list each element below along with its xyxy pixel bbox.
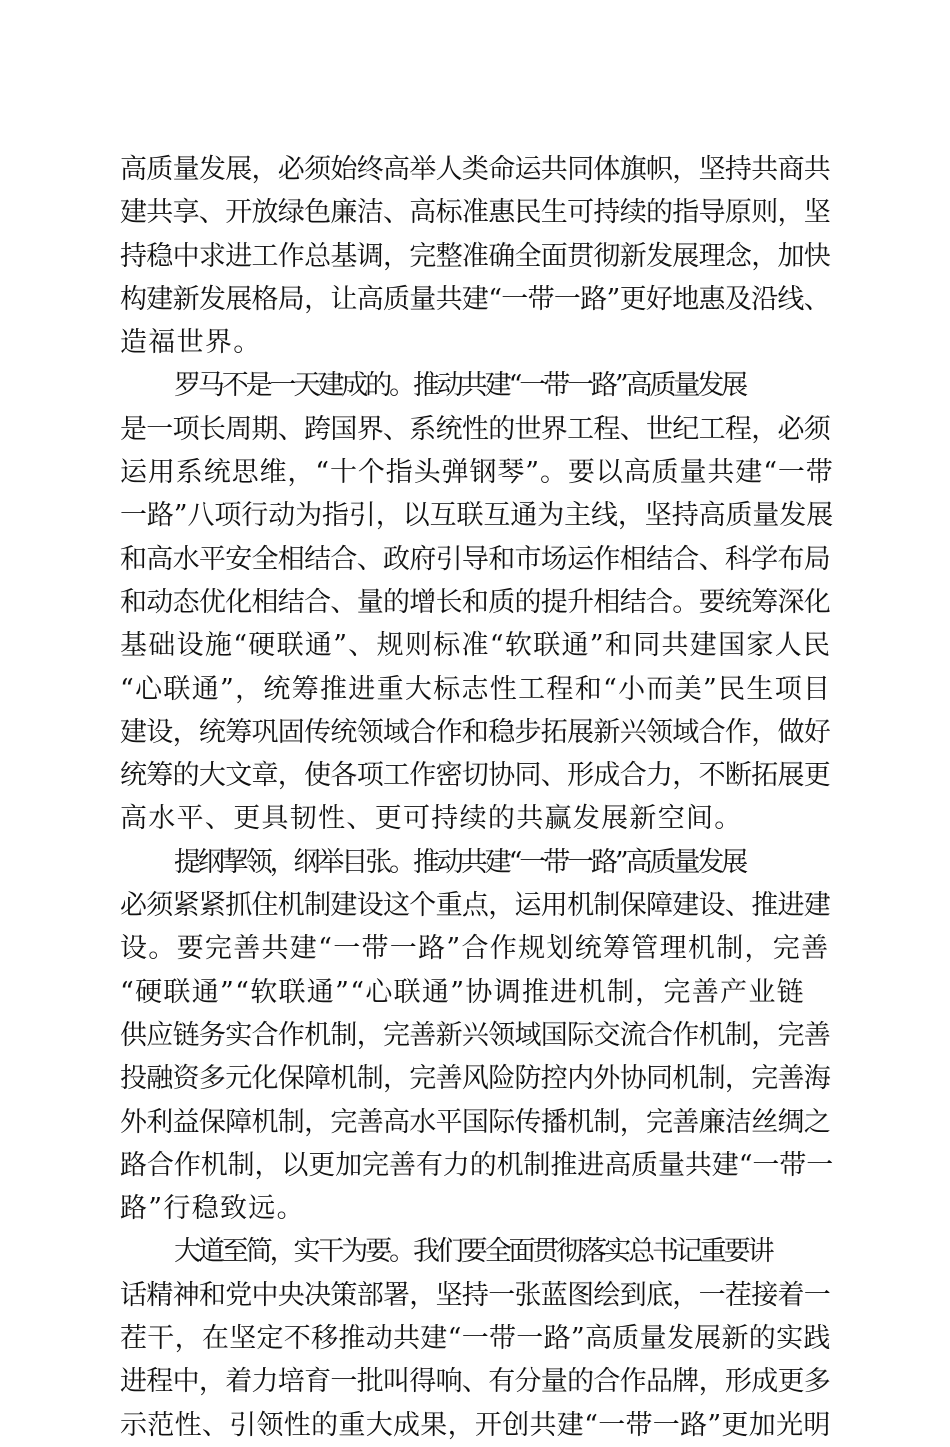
text-line: 路合作机制，以更加完善有力的机制推进高质量共建“一带一 — [120, 1149, 834, 1181]
text-line: 构建新发展格局，让高质量共建“一带一路”更好地惠及沿线、 — [120, 283, 831, 315]
text-line: 高质量发展，必须始终高举人类命运共同体旗帜，坚持共商共 — [120, 154, 831, 185]
text-line: 基础设施“硬联通”、规则标准“软联通”和同共建国家人民 — [120, 630, 832, 662]
text-line: 持稳中求进工作总基调，完整准确全面贯彻新发展理念，加快 — [120, 240, 831, 272]
text-line: 和动态优化相结合、量的增长和质的提升相结合。要统筹深化 — [120, 586, 831, 618]
text-line: 高水平、更具韧性、更可持续的共赢发展新空间。 — [120, 803, 743, 835]
text-line: 路”行稳致远。 — [120, 1193, 305, 1225]
text-line: 和高水平安全相结合、政府引导和市场运作相结合、科学布局 — [120, 543, 831, 575]
text-line: 外利益保障机制，完善高水平国际传播机制，完善廉洁丝绸之 — [120, 1106, 831, 1138]
text-line: 提纲挈领，纲举目张。推动共建“一带一路”高质量发展 — [174, 846, 746, 878]
text-line: 统筹的大文章，使各项工作密切协同、形成合力，不断拓展更 — [120, 760, 831, 792]
text-line: “心联通”，统筹推进重大标志性工程和“小而美”民生项目 — [120, 673, 832, 705]
text-line: “硬联通”“软联通”“心联通”协调推进机制，完善产业链 — [120, 976, 805, 1008]
text-line: 是一项长周期、跨国界、系统性的世界工程、世纪工程，必须 — [120, 413, 831, 445]
text-line: 话精神和党中央决策部署，坚持一张蓝图绘到底，一茬接着一 — [120, 1279, 831, 1311]
text-line: 建设，统筹巩固传统领域合作和稳步拓展新兴领域合作，做好 — [120, 716, 831, 748]
text-line: 大道至简，实干为要。我们要全面贯彻落实总书记重要讲 — [174, 1236, 772, 1268]
text-line: 供应链务实合作机制，完善新兴领域国际交流合作机制，完善 — [120, 1019, 831, 1051]
text-line: 建共享、开放绿色廉洁、高标准惠民生可持续的指导原则，坚 — [120, 197, 831, 229]
text-line: 进程中，着力培育一批叫得响、有分量的合作品牌，形成更多 — [120, 1366, 831, 1398]
text-line: 茬干，在坚定不移推动共建“一带一路”高质量发展新的实践 — [120, 1323, 831, 1355]
text-line: 罗马不是一天建成的。推动共建“一带一路”高质量发展 — [174, 370, 746, 402]
text-line: 一路”八项行动为指引，以互联互通为主线，坚持高质量发展 — [120, 500, 834, 532]
text-line: 造福世界。 — [120, 327, 262, 359]
text-line: 设。要完善共建“一带一路”合作规划统筹管理机制，完善 — [120, 933, 830, 965]
article-body — [120, 148, 832, 1447]
text-line: 示范性、引领性的重大成果，开创共建“一带一路”更加光明 — [120, 1409, 831, 1441]
text-line: 运用系统思维，“十个指头弹钢琴”。要以高质量共建“一带 — [120, 457, 834, 489]
text-line: 投融资多元化保障机制，完善风险防控内外协同机制，完善海 — [120, 1063, 831, 1095]
text-line: 必须紧紧抓住机制建设这个重点，运用机制保障建设、推进建 — [120, 890, 831, 922]
